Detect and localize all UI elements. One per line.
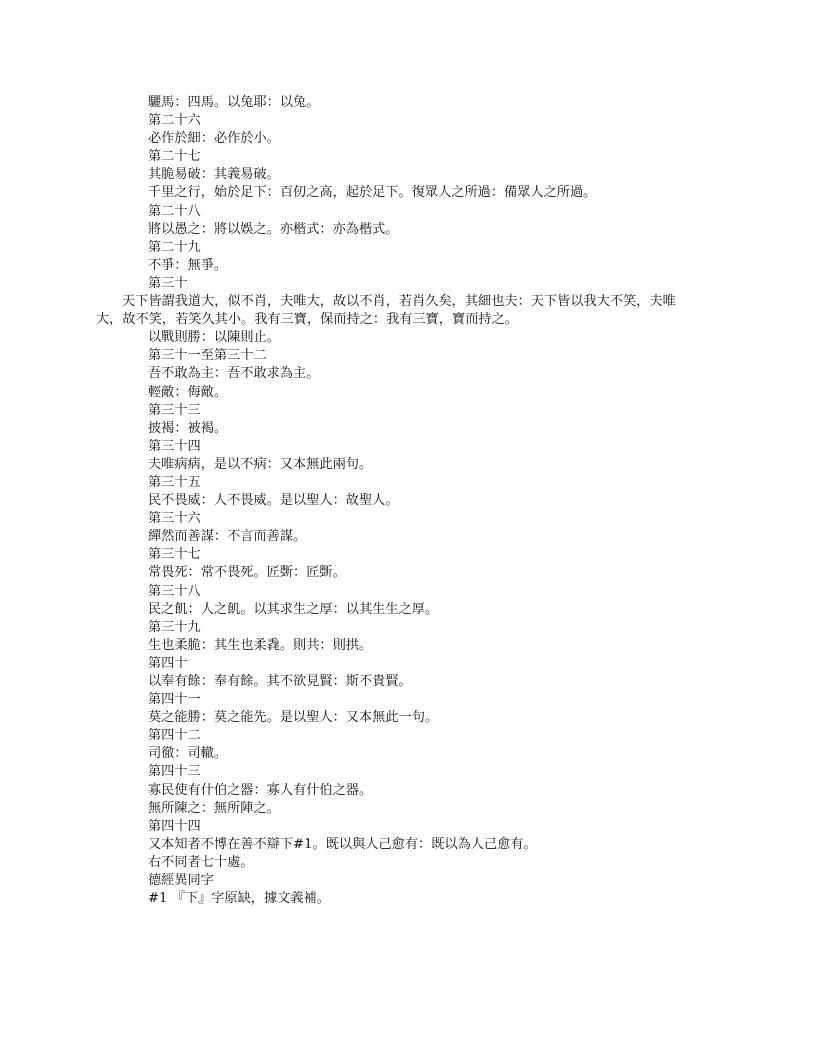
text-line: 寡民使有什伯之器：寡人有什伯之器。 <box>148 782 373 798</box>
section-heading: 第三十一至第三十二 <box>148 348 267 364</box>
section-heading: 第三十七 <box>148 547 201 563</box>
text-line: 必作於細：必作於小。 <box>148 131 280 147</box>
text-paragraph: 天下皆謂我道大，似不肖，夫唯大，故以不肖，若肖久矣，其細也夫：天下皆以我大不笑，夫唯大，故不笑，若笑久其小。我有三寶，保而持之：我有三寶，寶而持之。 <box>96 294 676 328</box>
section-heading: 第四十二 <box>148 728 201 744</box>
text-line: 又本知者不博在善不辯下#1。既以與人己愈有：既以為人己愈有。 <box>148 836 537 852</box>
section-heading: 第二十七 <box>148 149 201 165</box>
section-heading: 第三十三 <box>148 402 201 418</box>
section-heading: 第三十八 <box>148 583 201 599</box>
text-body <box>96 94 722 908</box>
section-heading: 第四十四 <box>148 818 201 834</box>
section-heading: 第三十 <box>148 275 188 291</box>
text-line: 常畏死：常不畏死。匠斲：匠斲。 <box>148 565 346 581</box>
text-line: 生也柔脆：其生也柔毳。則共：則拱。 <box>148 637 373 653</box>
text-line: 德經異同字 <box>148 873 214 889</box>
section-heading: 第三十四 <box>148 438 201 454</box>
text-line: 以奉有餘：奉有餘。其不欲見賢：斯不貴賢。 <box>148 674 412 689</box>
text-line: 夫唯病病，是以不病：又本無此兩句。 <box>148 456 373 472</box>
text-line: 繟然而善謀：不言而善謀。 <box>148 529 307 545</box>
section-heading: 第四十一 <box>148 692 201 708</box>
text-line: 吾不敢為主：吾不敢求為主。 <box>148 366 320 382</box>
text-line: 披褐：被褐。 <box>148 420 228 436</box>
section-heading: 第三十五 <box>148 474 201 490</box>
section-heading: 第四十 <box>148 655 188 671</box>
text-line: 民不畏威：人不畏威。是以聖人：故聖人。 <box>148 493 399 509</box>
text-line: 右不同者七十處。 <box>148 854 254 870</box>
text-line: 民之飢：人之飢。以其求生之厚：以其生生之厚。 <box>148 601 439 617</box>
text-line: 不爭：無爭。 <box>148 257 228 273</box>
section-heading: 第三十九 <box>148 619 201 635</box>
text-line: 輕敵：侮敵。 <box>148 384 228 400</box>
text-line: 千里之行，始於足下：百仞之高，起於足下。復眾人之所過：備眾人之所過。 <box>148 185 597 201</box>
section-heading: 第二十九 <box>148 239 201 255</box>
section-heading: 第二十八 <box>148 203 201 219</box>
text-line: 以戰則勝：以陳則止。 <box>148 330 280 346</box>
text-line: 莫之能勝：莫之能先。是以聖人：又本無此一句。 <box>148 710 439 726</box>
text-line: 無所陳之：無所陣之。 <box>148 800 280 816</box>
section-heading: 第四十三 <box>148 764 201 780</box>
section-heading: 第二十六 <box>148 113 201 129</box>
footnote: #1 『下』字原缺，據文義補。 <box>148 891 330 907</box>
text-line: 司徹：司轍。 <box>148 746 228 762</box>
text-line: 其脆易破：其義易破。 <box>148 167 280 183</box>
text-line: 驪馬：四馬。以兔耶：以兔。 <box>148 95 320 110</box>
section-heading: 第三十六 <box>148 511 201 527</box>
text-line: 將以愚之：將以娛之。亦楷式：亦為楷式。 <box>148 221 399 237</box>
